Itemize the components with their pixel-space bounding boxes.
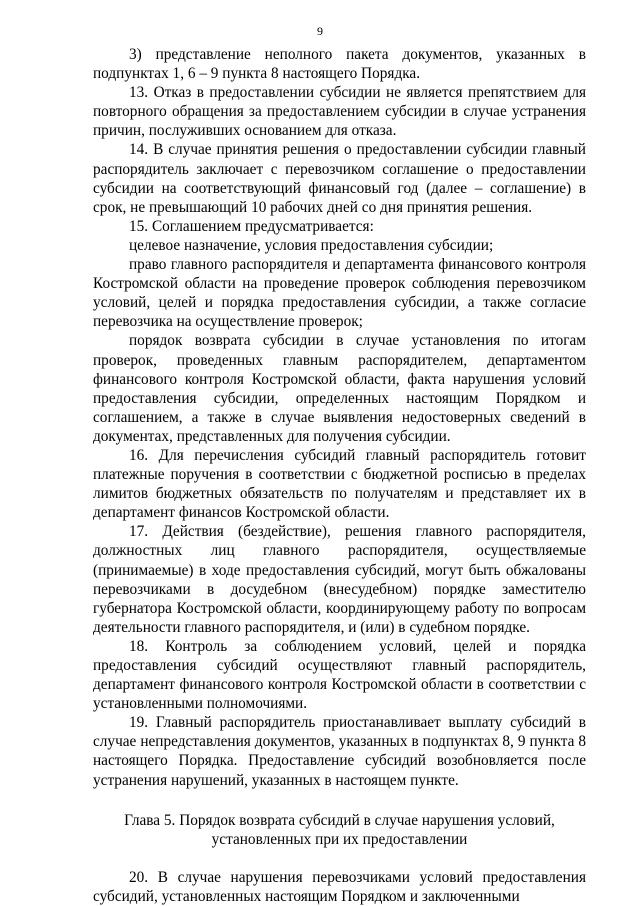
chapter-heading-line-2: установленных при их предоставлении — [211, 830, 468, 848]
paragraph-17: 17. Действия (бездействие), решения главного распорядителя, должностных лиц главного распорядителя, осуществляемые (принимаемые) в ходе предоставления субсидий, могут быть обжалованы перевозчиками в досудебном (внесудебном) порядке заместителю губернатора Костромской области, координирующему работу по вопросам деятельности главного распорядителя, и (или) в судебном порядке. — [93, 523, 586, 636]
paragraph-15-item-3: порядок возврата субсидии в случае установления по итогам проверок, проведенных главным распорядителем, департаментом финансового контроля Костромской области, факта нарушения условий предоставления субсидии, определенных настоящим Порядком и соглашением, а также в случае выявления недостоверных сведений в документах, представленных для получения субсидии. — [93, 332, 586, 445]
chapter-heading — [93, 811, 586, 849]
paragraph-20: 20. В случае нарушения перевозчиками условий предоставления субсидий, установленных настоящим Порядком и заключенными — [93, 868, 586, 905]
paragraph-15: 15. Соглашением предусматривается: — [129, 217, 374, 235]
paragraph-15-item-2: право главного распорядителя и департамента финансового контроля Костромской области на проведение проверок соблюдения перевозчиком условий, целей и порядка предоставления субсидии, а также согласие перевозчика на осуществление проверок; — [93, 256, 586, 331]
paragraph-18: 18. Контроль за соблюдением условий, целей и порядка предоставления субсидий осуществляют главный распорядитель, департамент финансового контроля Костромской области в соответствии с установленными полномочиями. — [93, 637, 586, 713]
paragraph-item-12-3: 3) представление неполного пакета документов, указанных в подпунктах 1, 6 – 9 пункта 8 настоящего Порядка. — [93, 46, 586, 83]
paragraph-16: 16. Для перечисления субсидий главный распорядитель готовит платежные поручения в соответствии с бюджетной росписью в пределах лимитов бюджетных обязательств по получателям и представляет их в департамент финансов Костромской области. — [93, 446, 586, 522]
paragraph-14: 14. В случае принятия решения о предоставлении субсидии главный распорядитель заключает с перевозчиком соглашение о предоставлении субсидии на соответствующий финансовый год (далее – соглашение) в срок, не превышающий 10 рабочих дней со дня принятия решения. — [93, 141, 586, 216]
document-body — [93, 45, 586, 906]
paragraph-19: 19. Главный распорядитель приостанавливает выплату субсидий в случае непредставления документов, указанных в подпунктах 8, 9 пункта 8 настоящего Порядка. Предоставление субсидий возобновляется после устранения нарушений, указанных в настоящем пункте. — [93, 714, 586, 789]
paragraph-15-item-1: целевое назначение, условия предоставления субсидии; — [129, 236, 494, 254]
page-number: 9 — [317, 24, 323, 38]
paragraph-13: 13. Отказ в предоставлении субсидии не является препятствием для повторного обращения за предоставлением субсидии в случае устранения причин, послуживших основанием для отказа. — [93, 84, 586, 140]
chapter-heading-line-1: Глава 5. Порядок возврата субсидий в случае нарушения условий, — [124, 811, 555, 829]
